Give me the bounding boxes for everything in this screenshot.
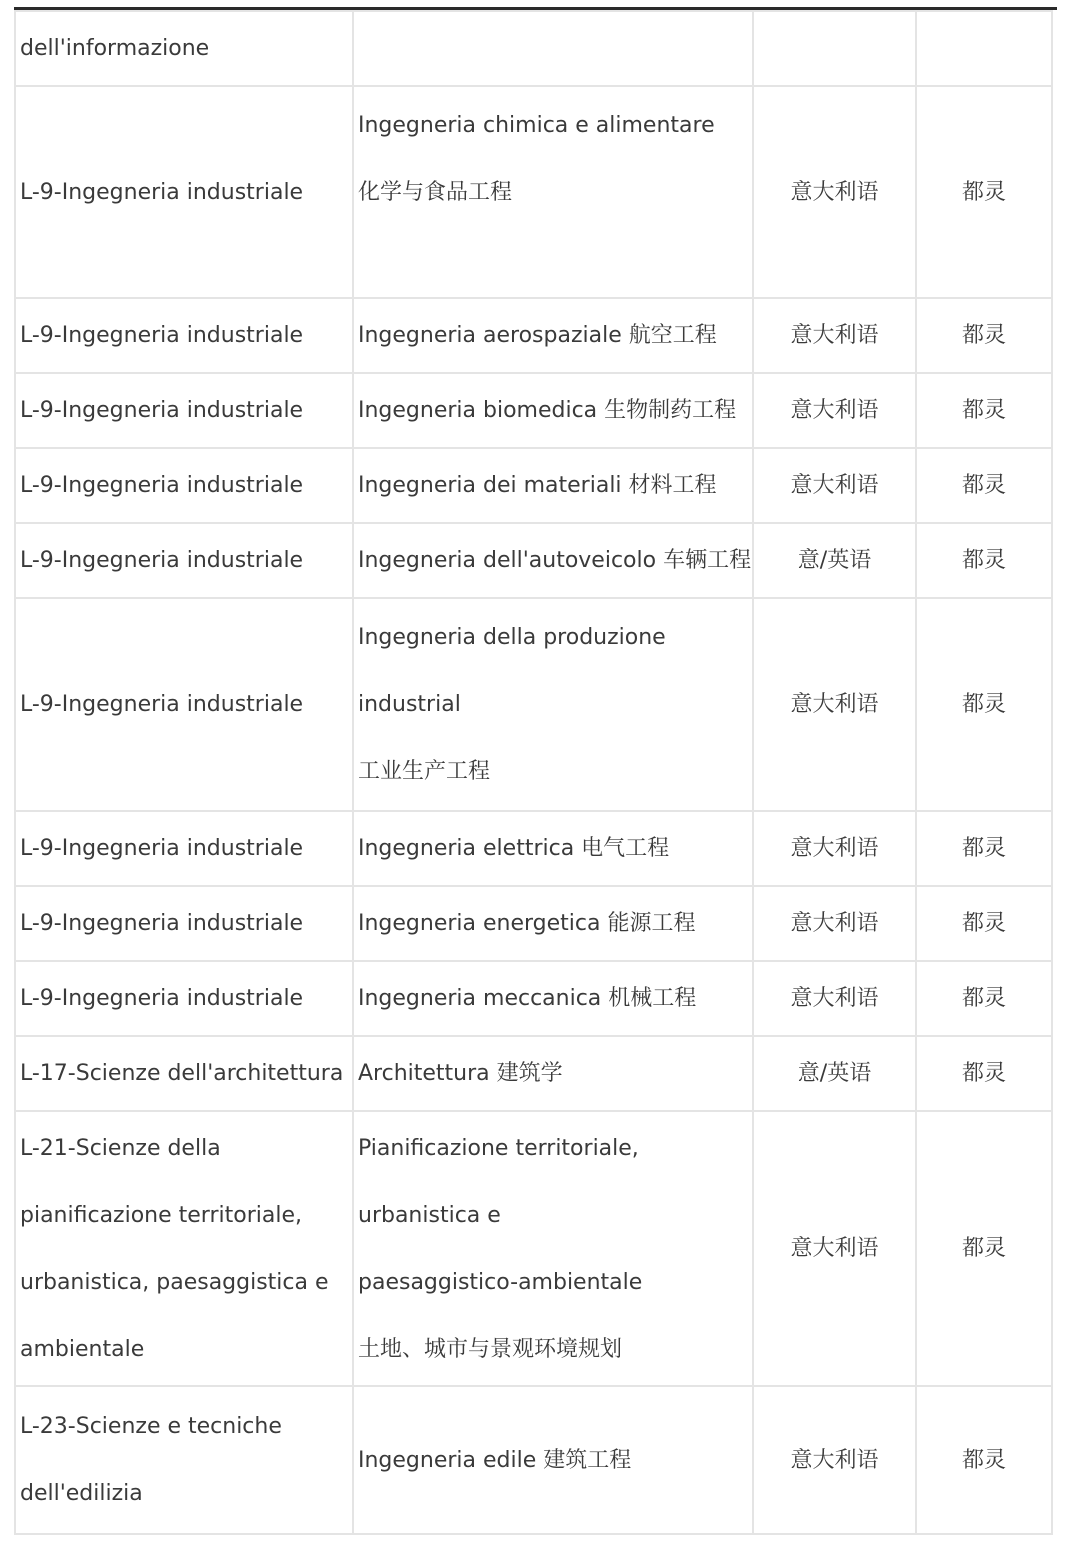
table-row xyxy=(15,448,1052,523)
city-cell: 都灵 xyxy=(916,1111,1052,1386)
language-cell: 意大利语 xyxy=(753,961,916,1036)
city-cell: 都灵 xyxy=(916,448,1052,523)
course-name-cell xyxy=(353,886,753,961)
language-cell xyxy=(753,11,916,86)
degree-class-cell xyxy=(15,1386,353,1534)
table-row xyxy=(15,298,1052,373)
table-row xyxy=(15,11,1052,86)
course-name-cell xyxy=(353,86,753,298)
degree-class-text: urbanistica, paesaggistica e xyxy=(20,1269,329,1295)
language-cell: 意大利语 xyxy=(753,373,916,448)
city-cell: 都灵 xyxy=(916,298,1052,373)
language-cell: 意大利语 xyxy=(753,598,916,811)
course-name-cell xyxy=(353,1111,753,1386)
course-name-text: Ingegneria della produzione xyxy=(358,625,666,650)
table-row xyxy=(15,811,1052,886)
degree-class-text: dell'edilizia xyxy=(20,1481,143,1506)
city-cell: 都灵 xyxy=(916,1036,1052,1111)
degree-class-cell xyxy=(15,886,353,961)
city-cell: 都灵 xyxy=(916,961,1052,1036)
degree-class-text: L-9-Ingegneria industriale xyxy=(20,836,304,861)
degree-class-cell xyxy=(15,961,353,1036)
degree-class-text: L-9-Ingegneria industriale xyxy=(20,398,304,423)
city-cell: 都灵 xyxy=(916,886,1052,961)
course-name-text: Ingegneria edile 建筑工程 xyxy=(358,1447,632,1473)
language-cell: 意大利语 xyxy=(753,448,916,523)
table-row xyxy=(15,961,1052,1036)
degree-class-cell xyxy=(15,811,353,886)
table-row xyxy=(15,523,1052,598)
course-name-text: Architettura 建筑学 xyxy=(358,1061,563,1086)
city-cell: 都灵 xyxy=(916,1386,1052,1534)
course-name-cell xyxy=(353,811,753,886)
city-cell: 都灵 xyxy=(916,86,1052,298)
degree-class-text: dell'informazione xyxy=(20,36,210,61)
course-name-text: urbanistica e xyxy=(358,1202,501,1228)
course-name-cell xyxy=(353,523,753,598)
city-cell: 都灵 xyxy=(916,811,1052,886)
degree-class-text: L-9-Ingegneria industriale xyxy=(20,473,304,498)
city-cell xyxy=(916,11,1052,86)
course-name-cell xyxy=(353,448,753,523)
degree-class-text: L-9-Ingegneria industriale xyxy=(20,548,304,573)
course-name-text: Ingegneria meccanica 机械工程 xyxy=(358,986,697,1011)
city-cell: 都灵 xyxy=(916,373,1052,448)
program-table xyxy=(14,10,1053,1535)
course-name-text: 土地、城市与景观环境规划 xyxy=(358,1336,623,1362)
table-row xyxy=(15,598,1052,811)
language-cell: 意大利语 xyxy=(753,1111,916,1386)
degree-class-cell xyxy=(15,598,353,811)
degree-class-cell xyxy=(15,523,353,598)
degree-class-text: pianificazione territoriale, xyxy=(20,1202,302,1228)
degree-class-text: ambientale xyxy=(20,1336,145,1362)
course-name-cell xyxy=(353,373,753,448)
city-cell: 都灵 xyxy=(916,523,1052,598)
degree-class-text: L-23-Scienze e tecniche xyxy=(20,1414,282,1439)
degree-class-text: L-9-Ingegneria industriale xyxy=(20,179,304,205)
course-name-text: paesaggistico-ambientale xyxy=(358,1269,643,1295)
language-cell: 意大利语 xyxy=(753,811,916,886)
course-name-cell xyxy=(353,11,753,86)
language-cell: 意/英语 xyxy=(753,1036,916,1111)
table-row xyxy=(15,1111,1052,1386)
language-cell: 意大利语 xyxy=(753,86,916,298)
degree-class-text: L-9-Ingegneria industriale xyxy=(20,692,304,717)
course-name-text: Ingegneria elettrica 电气工程 xyxy=(358,836,670,861)
degree-class-text: L-9-Ingegneria industriale xyxy=(20,323,304,348)
degree-class-text: L-9-Ingegneria industriale xyxy=(20,986,304,1011)
degree-class-cell xyxy=(15,86,353,298)
table-row xyxy=(15,886,1052,961)
course-name-cell xyxy=(353,961,753,1036)
table-row xyxy=(15,1036,1052,1111)
city-cell: 都灵 xyxy=(916,598,1052,811)
course-name-text: Ingegneria aerospaziale 航空工程 xyxy=(358,323,717,348)
language-cell: 意/英语 xyxy=(753,523,916,598)
course-name-text: 化学与食品工程 xyxy=(358,180,513,205)
language-cell: 意大利语 xyxy=(753,886,916,961)
course-name-text: Ingegneria biomedica 生物制药工程 xyxy=(358,398,737,423)
degree-class-cell xyxy=(15,1036,353,1111)
table-row xyxy=(15,1386,1052,1534)
course-name-cell xyxy=(353,1386,753,1534)
course-name-text: 工业生产工程 xyxy=(358,759,491,784)
table-row xyxy=(15,373,1052,448)
course-name-cell xyxy=(353,1036,753,1111)
course-name-text: Pianificazione territoriale, xyxy=(358,1135,639,1161)
degree-class-cell xyxy=(15,11,353,86)
course-name-text: Ingegneria chimica e alimentare xyxy=(358,113,715,138)
degree-class-cell xyxy=(15,448,353,523)
language-cell: 意大利语 xyxy=(753,1386,916,1534)
course-name-text: industrial xyxy=(358,692,461,717)
degree-class-cell xyxy=(15,373,353,448)
course-name-text: Ingegneria dell'autoveicolo 车辆工程 xyxy=(358,548,752,573)
course-name-text: Ingegneria energetica 能源工程 xyxy=(358,911,696,936)
degree-class-text: L-9-Ingegneria industriale xyxy=(20,911,304,936)
language-cell: 意大利语 xyxy=(753,298,916,373)
degree-class-cell xyxy=(15,1111,353,1386)
degree-class-text: L-17-Scienze dell'architettura xyxy=(20,1061,344,1086)
degree-class-text: L-21-Scienze della xyxy=(20,1135,221,1161)
course-name-text: Ingegneria dei materiali 材料工程 xyxy=(358,473,717,498)
course-name-cell xyxy=(353,598,753,811)
course-name-cell xyxy=(353,298,753,373)
table-row xyxy=(15,86,1052,298)
degree-class-cell xyxy=(15,298,353,373)
